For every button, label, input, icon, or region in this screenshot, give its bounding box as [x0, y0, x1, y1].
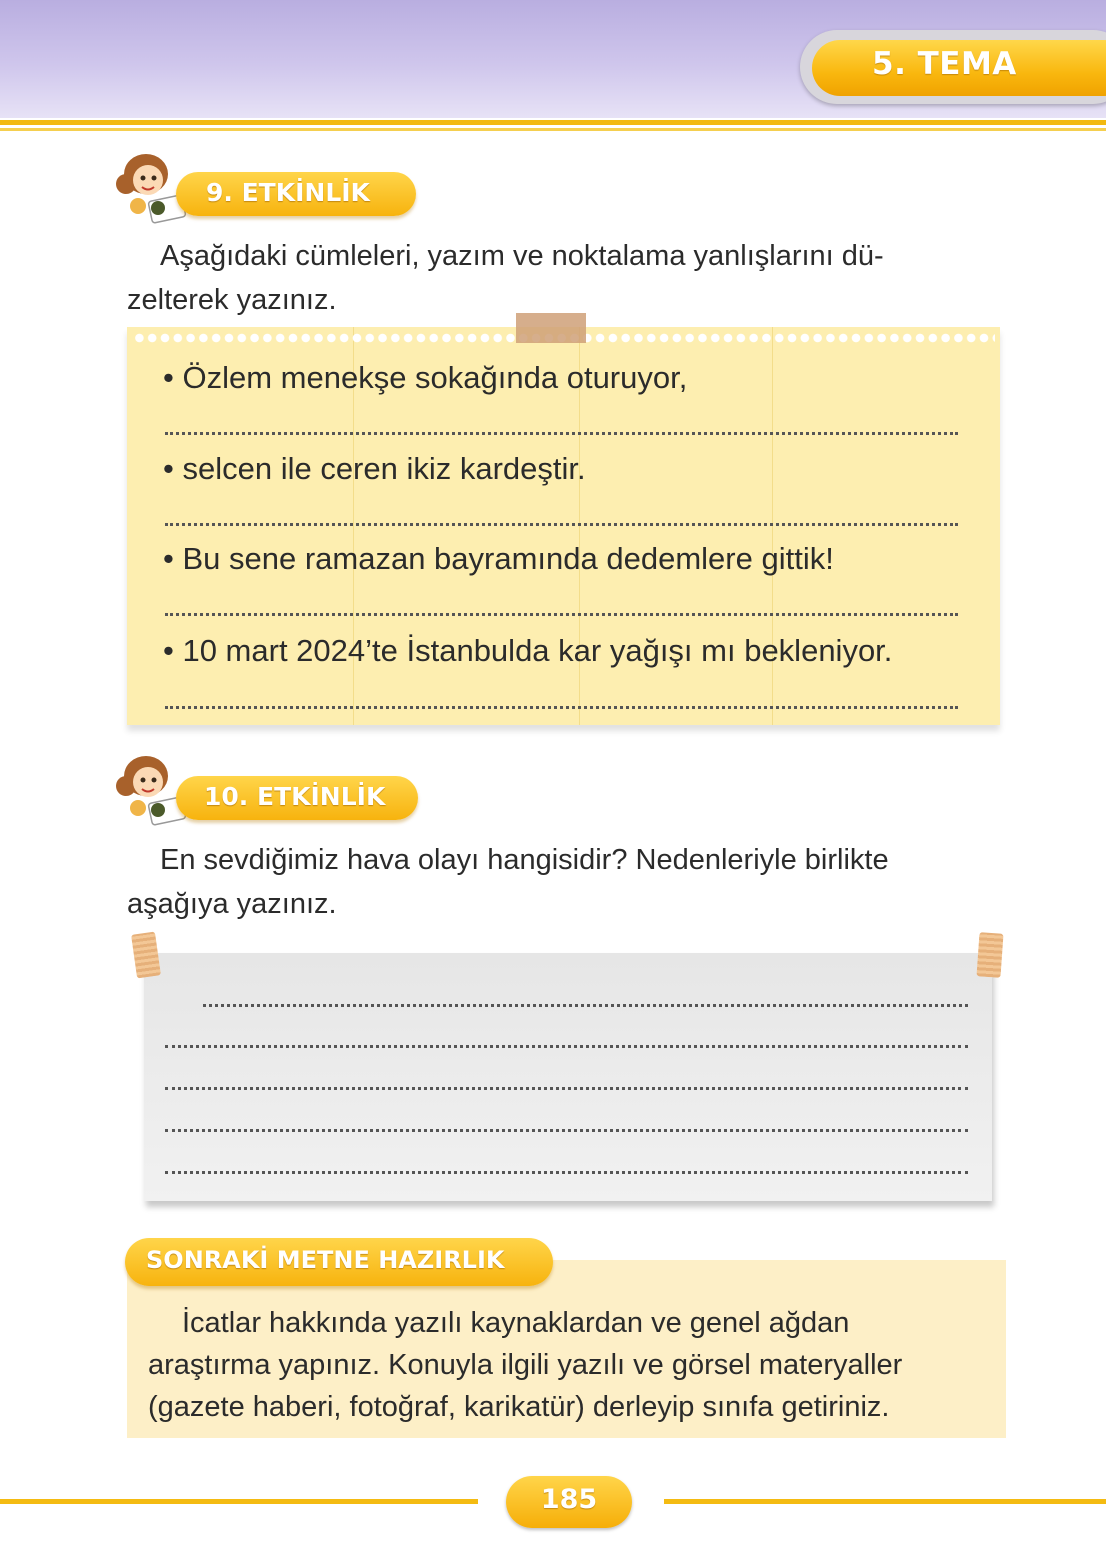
- prep-title: SONRAKİ METNE HAZIRLIK: [146, 1246, 505, 1274]
- header-rule: [0, 120, 1106, 125]
- sentence-4: • 10 mart 2024’te İstanbulda kar yağışı mı bekleniyor.: [163, 633, 893, 668]
- header-rule-thin: [0, 128, 1106, 131]
- sentence-1: • Özlem menekşe sokağında oturuyor,: [163, 360, 688, 395]
- writing-note-card: [144, 953, 992, 1201]
- sentence-3: • Bu sene ramazan bayramında dedemlere gittik!: [163, 541, 834, 576]
- activity-9-instruction-line1: Aşağıdaki cümleleri, yazım ve noktalama yanlışlarını dü-: [160, 240, 884, 272]
- activity-10-instruction-line1: En sevdiğimiz hava olayı hangisidir? Nedenleriyle birlikte: [160, 844, 889, 876]
- writing-line-5[interactable]: [165, 1171, 968, 1174]
- prep-line1: İcatlar hakkında yazılı kaynaklardan ve genel ağdan: [182, 1307, 850, 1339]
- answer-line-2[interactable]: [165, 523, 958, 526]
- theme-label: 5. TEMA: [872, 46, 1017, 82]
- clip-decoration: [976, 932, 1003, 978]
- prep-line2: araştırma yapınız. Konuyla ilgili yazılı ve görsel materyaller: [148, 1349, 903, 1381]
- activity-10-title: 10. ETKİNLİK: [204, 782, 386, 811]
- writing-line-2[interactable]: [165, 1045, 968, 1048]
- activity-9-instruction-line2: zelterek yazınız.: [127, 284, 337, 316]
- answer-line-4[interactable]: [165, 706, 958, 709]
- activity-10-instruction-line2: aşağıya yazınız.: [127, 888, 337, 920]
- answer-line-3[interactable]: [165, 613, 958, 616]
- prep-line3: (gazete haberi, fotoğraf, karikatür) derleyip sınıfa getiriniz.: [148, 1391, 890, 1423]
- footer-rule-right: [664, 1499, 1106, 1504]
- writing-line-3[interactable]: [165, 1087, 968, 1090]
- writing-line-4[interactable]: [165, 1129, 968, 1132]
- page-number: 185: [540, 1484, 598, 1515]
- tape-decoration: [516, 313, 586, 343]
- activity-9-title: 9. ETKİNLİK: [206, 178, 370, 207]
- answer-line-1[interactable]: [165, 432, 958, 435]
- sentence-2: • selcen ile ceren ikiz kardeştir.: [163, 451, 586, 486]
- clip-decoration: [131, 932, 161, 979]
- footer-rule-left: [0, 1499, 478, 1504]
- writing-line-1[interactable]: [203, 1004, 968, 1007]
